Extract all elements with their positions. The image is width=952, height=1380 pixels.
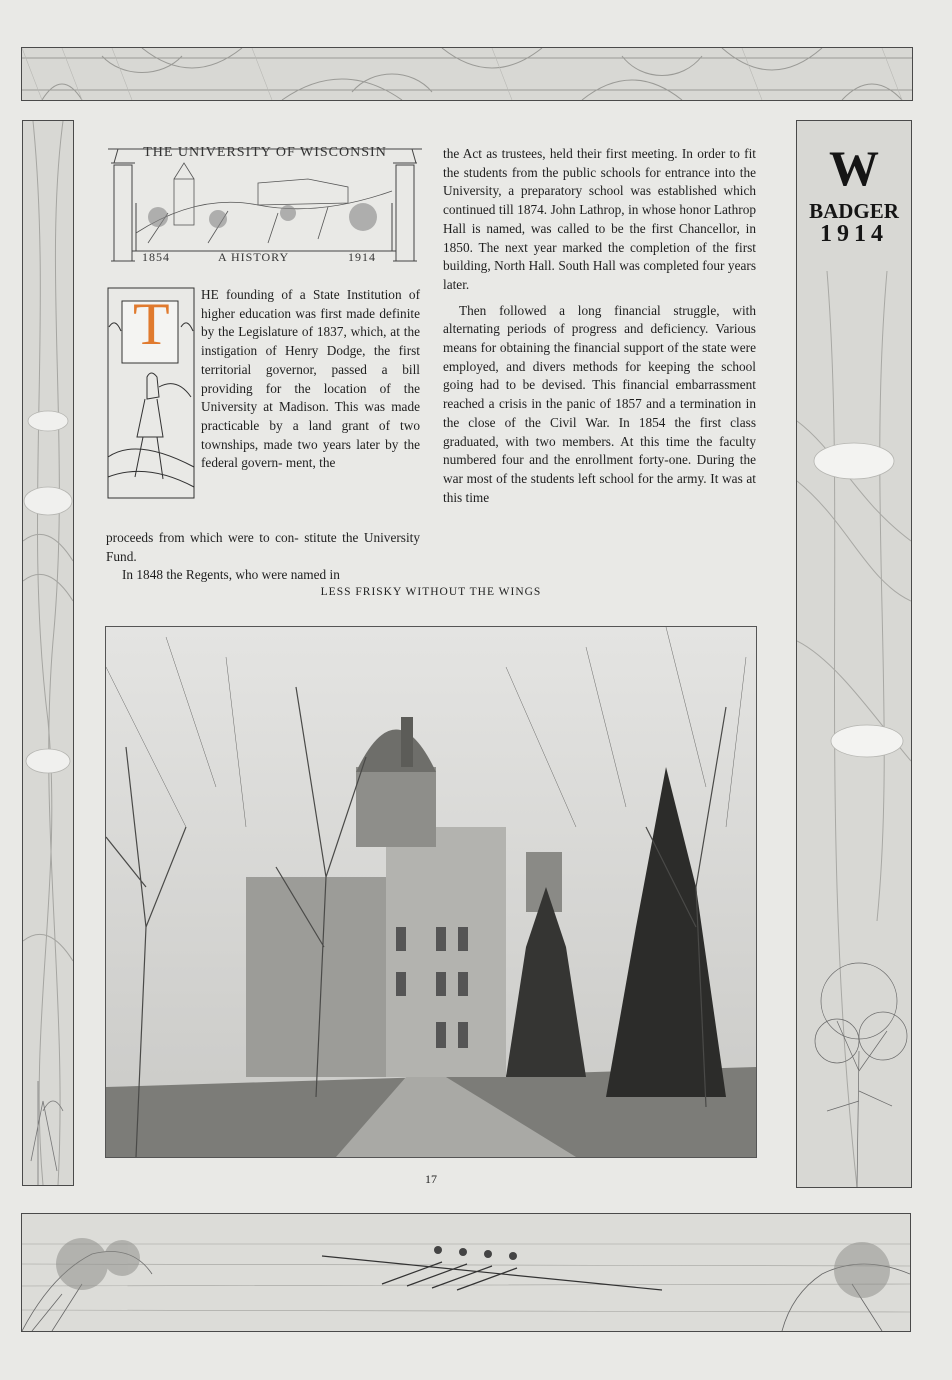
campus-building-photo (105, 626, 757, 1158)
subtitle: A HISTORY (218, 250, 290, 264)
article-paragraph: In 1848 the Regents, who were named in (122, 567, 340, 583)
sidebar-year: 1914 (820, 221, 888, 247)
article-left-wrapped (201, 286, 420, 473)
article-paragraph: the Act as trustees, held their first meeting. In order to fit the students from the public schools for entrance into the University, a preparatory school was established which continued till 1874. John Lathrop, in whose honor Lathrop Hall is named, was called to be the first Chancellor, in 1850. The next year marked the completion of the first building, North Hall. South Hall was completed four years later. (443, 146, 756, 292)
bottom-decorative-border (21, 1213, 911, 1332)
article-paragraph: HE founding of a State Institution of higher education was first made definite by the Legislature of 1837, which, at the instigation of Henry Dodge, the first territorial governor, passed a bill providing for the location of the University at Madison. This was made practicable by a land grant of two townships, made two years later by the federal govern- ment, the (201, 287, 420, 471)
article-right-column (443, 145, 756, 507)
year-end: 1914 (348, 250, 376, 264)
top-decorative-border (21, 47, 913, 101)
article-left-full (106, 529, 420, 585)
photo-caption: LESS FRISKY WITHOUT THE WINGS (320, 586, 542, 598)
left-decorative-border (22, 120, 74, 1186)
year-start: 1854 (142, 250, 170, 264)
article-paragraph: proceeds from which were to con- stitute the University Fund. (106, 530, 420, 564)
sidebar-title: BADGER (809, 199, 899, 223)
sidebar-initial: W (829, 140, 879, 196)
header-subtitle-row (118, 250, 412, 266)
right-decorative-border (796, 120, 912, 1188)
page-number: 17 (425, 1172, 437, 1186)
page-title: THE UNIVERSITY OF WISCONSIN (143, 145, 387, 160)
article-paragraph: Then followed a long financial struggle, with alternating periods of progress and deficiency. Various means for obtaining the financial support of the state were employed, and divers methods for keeping the school going had to be devised. This financial embarrassment reached a crisis in the panic of 1857 and a termination in the close of the Civil War. In 1854 the first class graduated, with two members. At this time the faculty numbered four and the enrollment forty-one. During the war most of the students left school for the army. It was at this time (443, 302, 756, 505)
dropcap-letter: T (133, 291, 170, 357)
